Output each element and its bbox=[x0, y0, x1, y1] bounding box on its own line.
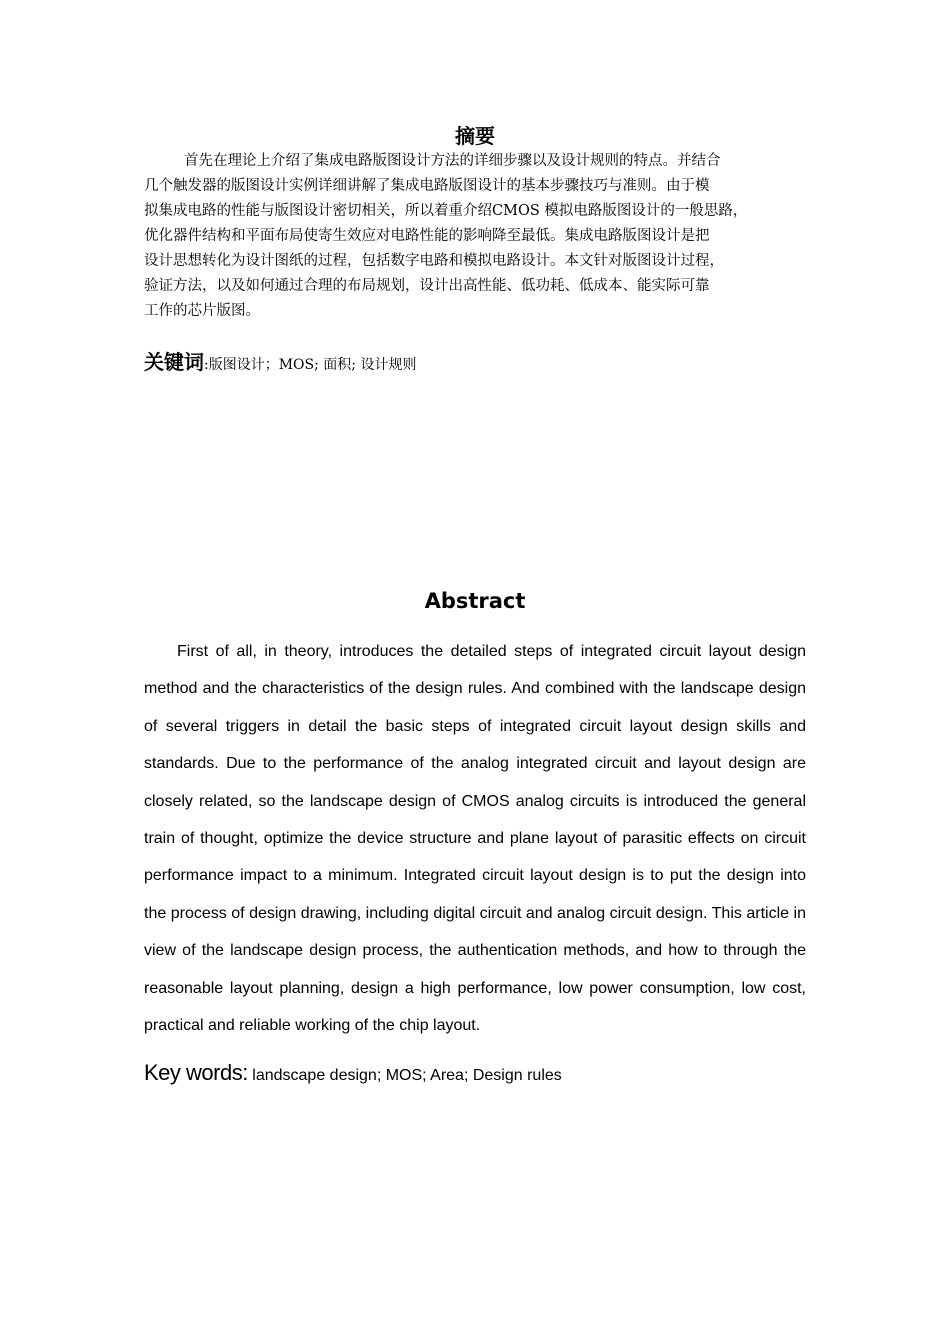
chinese-keywords-text: :版图设计；MOS; 面积; 设计规则 bbox=[204, 357, 417, 373]
english-keywords-label: Key words: bbox=[144, 1060, 248, 1085]
english-abstract-title: Abstract bbox=[424, 589, 526, 613]
chinese-abstract-line: 验证方法，以及如何通过合理的布局规划，设计出高性能、低功耗、低成本、能实际可靠 bbox=[144, 278, 710, 294]
chinese-abstract-title: 摘要 bbox=[455, 124, 495, 148]
english-keywords-text: landscape design; MOS; Area; Design rules bbox=[247, 1067, 562, 1084]
chinese-keywords bbox=[144, 348, 814, 379]
chinese-abstract-line: 首先在理论上介绍了集成电路版图设计方法的详细步骤以及设计规则的特点。并结合 bbox=[184, 153, 721, 169]
chinese-abstract-line: 工作的芯片版图。 bbox=[144, 303, 260, 319]
chinese-keywords-label: 关键词 bbox=[144, 350, 204, 374]
chinese-abstract-line: 几个触发器的版图设计实例详细讲解了集成电路版图设计的基本步骤技巧与准则。由于模 bbox=[144, 178, 710, 194]
chinese-abstract-line: 设计思想转化为设计图纸的过程，包括数字电路和模拟电路设计。本文针对版图设计过程， bbox=[144, 253, 724, 269]
chinese-abstract-body bbox=[144, 149, 814, 324]
chinese-abstract-line: 优化器件结构和平面布局使寄生效应对电路性能的影响降至最低。集成电路版图设计是把 bbox=[144, 228, 710, 244]
chinese-abstract-line: 拟集成电路的性能与版图设计密切相关，所以着重介绍CMOS 模拟电路版图设计的一般思路， bbox=[144, 203, 748, 219]
english-abstract-body: First of all, in theory, introduces the detailed steps of integrated circuit layout design method and the characteristics of the design rules. And combined with the landscape design of several triggers in detail the basic steps of integrated circuit layout design skills and standards. Due to the performance of the analog integrated circuit and layout design are closely related, so the landscape design of CMOS analog circuits is introduced the general train of thought, optimize the device structure and plane layout of parasitic effects on circuit performance impact to a minimum. Integrated circuit layout design is to put the design into the process of design drawing, including digital circuit and analog circuit design. This article in view of the landscape design process, the authentication methods, and how to through the reasonable layout planning, design a high performance, low power consumption, low cost, practical and reliable working of the chip layout. bbox=[144, 643, 806, 1035]
english-keywords bbox=[144, 1058, 814, 1091]
